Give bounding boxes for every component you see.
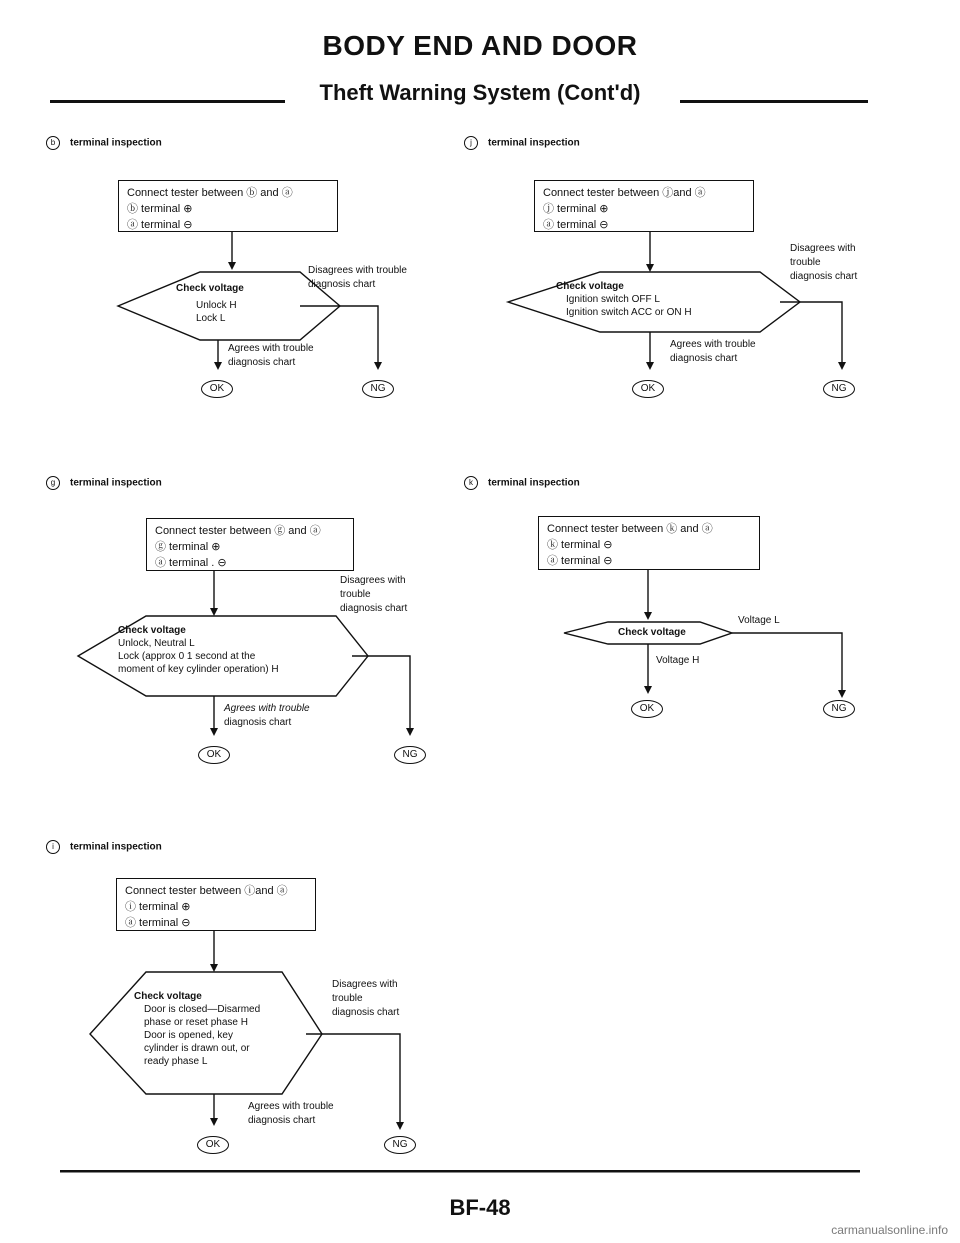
terminal-b-symbol: b (46, 136, 60, 150)
footer-rule (60, 1170, 860, 1173)
g-disagree-line-3: diagnosis chart (340, 603, 408, 614)
g-agree-line-2: diagnosis chart (224, 717, 292, 728)
b-disagree-line-2: diagnosis chart (308, 279, 376, 290)
j-agree-line-1: Agrees with trouble (670, 339, 756, 350)
j-ok-result: OK (632, 380, 664, 398)
j-check-line-1: Ignition switch OFF L (566, 294, 660, 305)
b-disagree-label (308, 264, 407, 292)
i-disagree-line-1: Disagrees with (332, 979, 398, 990)
section-g-heading-text: terminal inspection (70, 477, 162, 489)
g-ng-line (352, 656, 410, 732)
terminal-g-symbol: g (46, 476, 60, 490)
j-check-line-2: Ignition switch ACC or ON H (566, 307, 692, 318)
j-box-line-2: ⓙ terminal ⊕ (543, 203, 609, 215)
page-title: BODY END AND DOOR (322, 30, 638, 61)
b-agree-line-1: Agrees with trouble (228, 343, 314, 354)
i-check-line-3: Door is opened, key (144, 1030, 233, 1041)
g-ng-result: NG (394, 746, 426, 764)
section-i-heading (46, 840, 162, 854)
k-box-line-2: ⓚ terminal ⊖ (547, 539, 613, 551)
g-check-line-1: Unlock, Neutral L (118, 638, 195, 649)
j-disagree-line-2: trouble (790, 257, 821, 268)
g-disagree-line-1: Disagrees with (340, 575, 406, 586)
section-j-connect-box (534, 180, 754, 232)
j-box-line-3: ⓐ terminal ⊖ (543, 219, 609, 231)
k-check-title: Check voltage (618, 627, 686, 638)
b-box-line-1: Connect tester between ⓑ and ⓐ (127, 187, 293, 199)
i-agree-label (248, 1100, 334, 1128)
terminal-k-symbol: k (464, 476, 478, 490)
j-agree-line-2: diagnosis chart (670, 353, 738, 364)
section-g-heading (46, 476, 162, 490)
section-k-check-text (618, 626, 686, 639)
section-b-heading (46, 136, 162, 150)
k-ng-result: NG (823, 700, 855, 718)
i-check-line-2: phase or reset phase H (144, 1017, 248, 1028)
i-ok-result: OK (197, 1136, 229, 1154)
section-j-heading-text: terminal inspection (488, 137, 580, 149)
j-disagree-line-3: diagnosis chart (790, 271, 858, 282)
i-box-line-2: ⓘ terminal ⊕ (125, 901, 191, 913)
i-box-line-1: Connect tester between ⓘand ⓐ (125, 885, 288, 897)
g-agree-label (224, 702, 310, 730)
section-g-connect-box (146, 518, 354, 571)
section-b-heading-text: terminal inspection (70, 137, 162, 149)
g-disagree-label (340, 574, 407, 616)
j-box-line-1: Connect tester between ⓙand ⓐ (543, 187, 706, 199)
section-j-heading (464, 136, 580, 150)
section-b-check-text (176, 282, 244, 325)
g-ok-result: OK (198, 746, 230, 764)
j-ng-result: NG (823, 380, 855, 398)
k-box-line-3: ⓐ terminal ⊖ (547, 555, 613, 567)
b-arrowhead-1 (228, 262, 236, 270)
k-voltage-l-label: Voltage L (738, 615, 780, 626)
watermark: carmanualsonline.info (831, 1223, 948, 1237)
section-k-connect-box (538, 516, 760, 570)
g-disagree-line-2: trouble (340, 589, 371, 600)
g-box-line-1: Connect tester between ⓖ and ⓐ (155, 525, 321, 537)
b-disagree-line-1: Disagrees with trouble (308, 265, 407, 276)
j-ng-line (780, 302, 842, 366)
section-j-check-text (556, 280, 692, 319)
section-k-heading-text: terminal inspection (488, 477, 580, 489)
g-agree-line-1: Agrees with trouble (224, 703, 310, 714)
i-check-line-4: cylinder is drawn out, or (144, 1043, 250, 1054)
section-i-heading-text: terminal inspection (70, 841, 162, 853)
i-agree-line-2: diagnosis chart (248, 1115, 316, 1126)
j-agree-label (670, 338, 756, 366)
g-box-line-3: ⓐ terminal . ⊖ (155, 557, 227, 569)
j-check-title: Check voltage (556, 281, 624, 292)
j-disagree-label (790, 242, 857, 284)
section-g-check-text (118, 624, 279, 676)
section-i-connect-box (116, 878, 316, 931)
i-check-title: Check voltage (134, 991, 202, 1002)
i-disagree-line-2: trouble (332, 993, 363, 1004)
terminal-i-symbol: i (46, 840, 60, 854)
b-check-line-2: Lock L (196, 313, 226, 324)
i-check-line-5: ready phase L (144, 1056, 208, 1067)
g-check-line-3: moment of key cylinder operation) H (118, 664, 279, 675)
b-agree-label (228, 342, 314, 370)
section-i-check-text (134, 990, 260, 1068)
b-check-line-1: Unlock H (196, 300, 237, 311)
b-box-line-2: ⓑ terminal ⊕ (127, 203, 193, 215)
section-k-heading (464, 476, 580, 490)
page-subtitle: Theft Warning System (Cont'd) (319, 80, 641, 105)
k-voltage-h-label: Voltage H (656, 655, 700, 666)
i-check-line-1: Door is closed—Disarmed (144, 1004, 261, 1015)
b-agree-line-2: diagnosis chart (228, 357, 296, 368)
i-disagree-line-3: diagnosis chart (332, 1007, 400, 1018)
i-disagree-label (332, 978, 399, 1020)
b-check-title: Check voltage (176, 283, 244, 294)
section-b-connect-box (118, 180, 338, 232)
i-box-line-3: ⓐ terminal ⊖ (125, 917, 191, 929)
g-check-line-2: Lock (approx 0 1 second at the (118, 651, 256, 662)
k-ok-result: OK (631, 700, 663, 718)
b-ok-result: OK (201, 380, 233, 398)
k-box-line-1: Connect tester between ⓚ and ⓐ (547, 523, 713, 535)
terminal-j-symbol: j (464, 136, 478, 150)
j-disagree-line-1: Disagrees with (790, 243, 856, 254)
page-number: BF-48 (449, 1195, 511, 1220)
i-agree-line-1: Agrees with trouble (248, 1101, 334, 1112)
b-box-line-3: ⓐ terminal ⊖ (127, 219, 193, 231)
i-ng-result: NG (384, 1136, 416, 1154)
g-box-line-2: ⓖ terminal ⊕ (155, 541, 221, 553)
g-check-title: Check voltage (118, 625, 186, 636)
k-ng-line (732, 633, 842, 694)
b-ng-result: NG (362, 380, 394, 398)
